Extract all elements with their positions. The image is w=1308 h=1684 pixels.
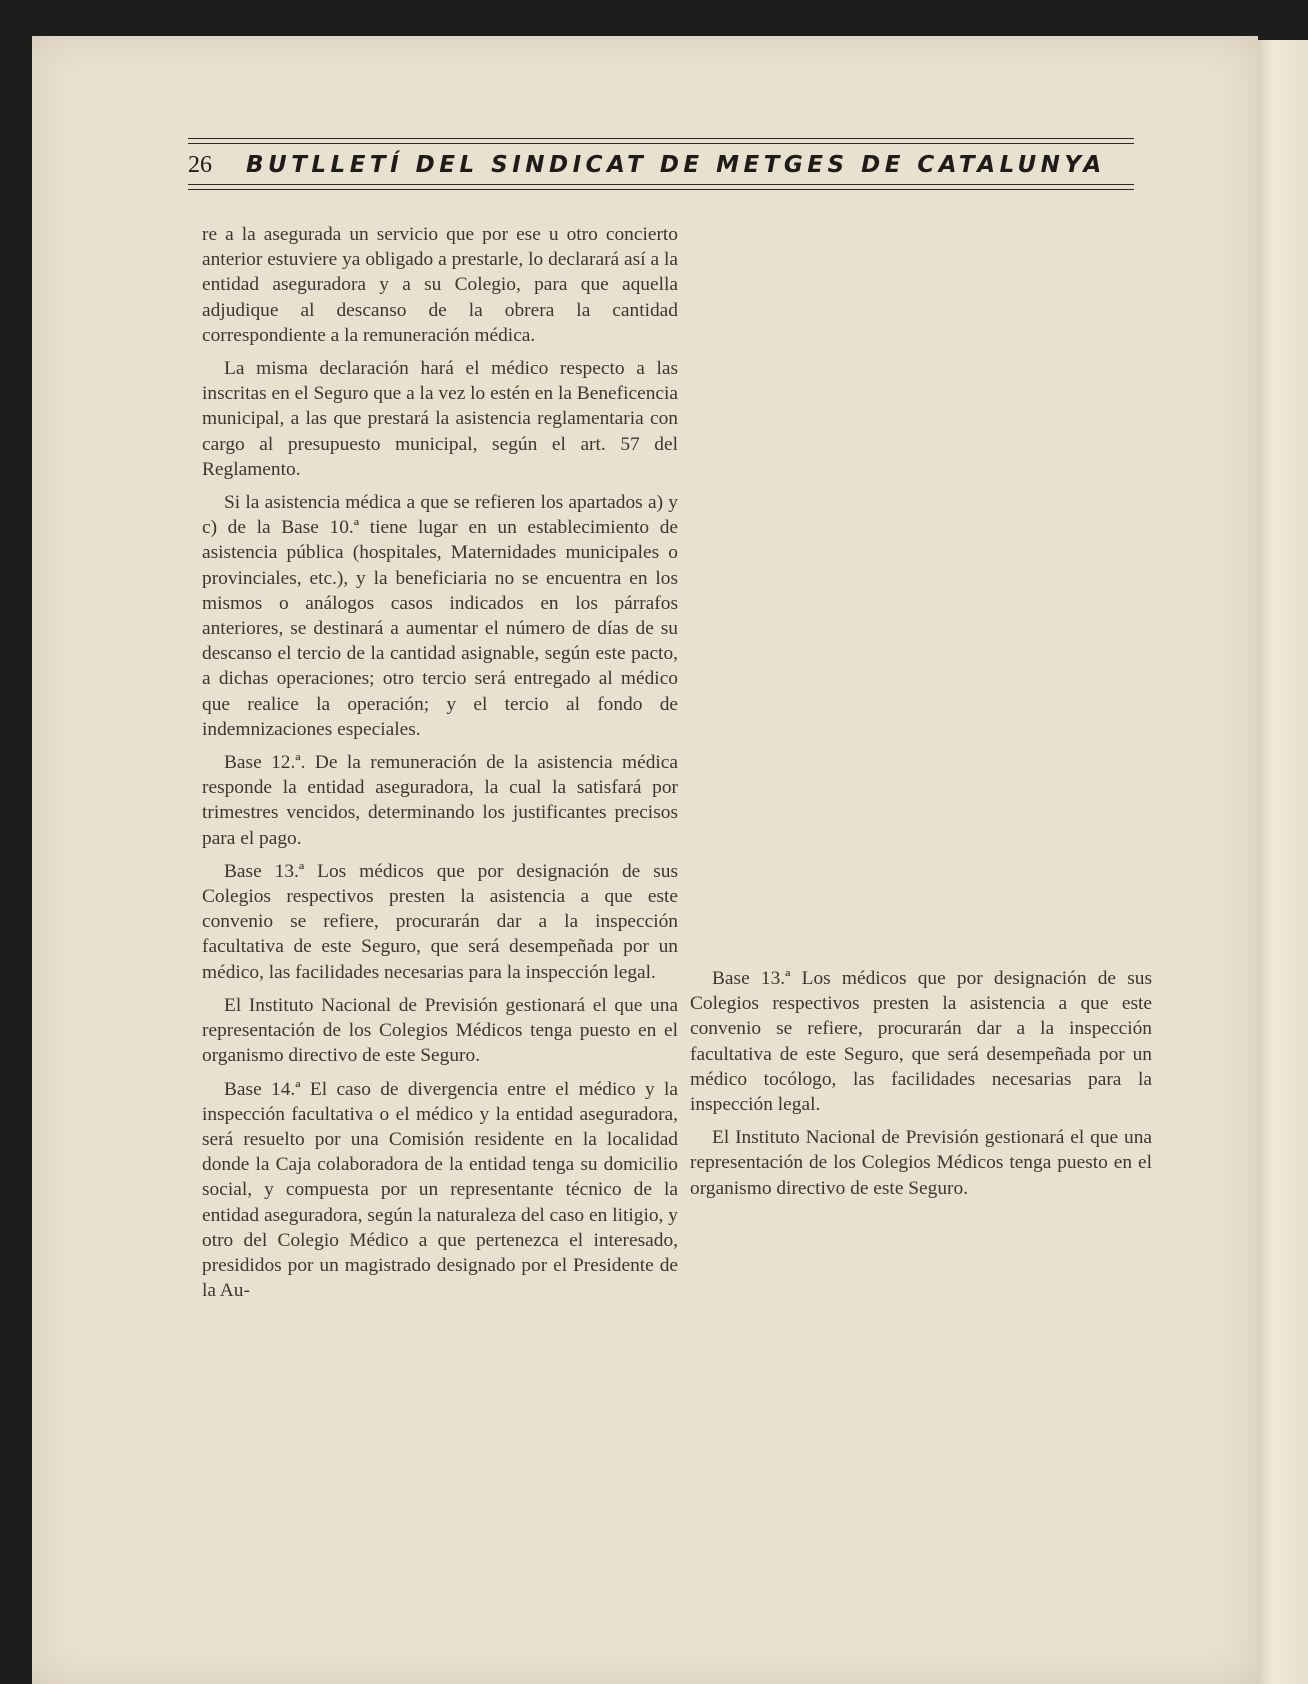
paragraph: La misma declaración hará el médico respecto a las inscritas en el Seguro que a la vez lo estén en la Beneficencia municipal, a las que prestará la asistencia reglamentaria con cargo al presupuesto municipal, según el art. 57 del Reglamento. (202, 358, 678, 480)
paragraph: El Instituto Nacional de Previsión gestionará el que una representación de los Colegios Médicos tenga puesto en el organismo directivo de este Seguro. (690, 1127, 1152, 1199)
paragraph: Base 13.ª Los médicos que por designación de sus Colegios respectivos presten la asistencia a que este convenio se refiere, procurarán dar a la inspección facultativa de este Seguro, que será desempeñada por un médico tocólogo, las facilidades necesarias para la inspección legal. (690, 968, 1152, 1116)
paragraph: re a la asegurada un servicio que por ese u otro concierto anterior estuviere ya obligado a prestarle, lo declarará así a la entidad aseguradora y a su Colegio, para que aquella adjudique al descanso de la obrera la cantidad correspondiente a la remuneración médica. (202, 224, 678, 346)
header-top-rule (188, 138, 1134, 139)
paragraph: Base 14.ª El caso de divergencia entre el médico y la inspección facultativa o el médico y la entidad aseguradora, será resuelto por una Comisión residente en la localidad donde la Caja colaboradora de la entidad tenga su domicilio social, y compuesta por un representante técnico de la entidad aseguradora, según la naturaleza del caso en litigio, y otro del Colegio Médico a que pertenezca el interesado, presididos por un magistrado designado por el Presidente de la Au- (202, 1078, 678, 1302)
running-header (188, 102, 1134, 194)
paragraph: Base 13.ª Los médicos que por designación de sus Colegios respectivos presten la asistencia a que este convenio se refiere, procurarán dar a la inspección facultativa de este Seguro, que será desempeñada por un médico, las facilidades necesarias para la inspección legal. (202, 860, 678, 983)
header-line (188, 150, 1134, 180)
paragraph: Si la asistencia médica a que se refieren los apartados a) y c) de la Base 10.ª tiene lugar en un establecimiento de asistencia pública (hospitales, Maternidades municipales o provinciales, etc.), y la beneficiaria no se encuentra en los mismos o análogos casos indicados en los párrafos anteriores, se destinará a aumentar el número de días de su descanso el tercio de la cantidad asignable, según este pacto, a dichas operaciones; otro tercio será entregado al médico que realice la operación; y el tercio al fondo de indemnizaciones especiales. (202, 492, 678, 740)
facing-page-edge (1258, 40, 1308, 1684)
paragraph: Base 12.ª. De la remuneración de la asistencia médica responde la entidad aseguradora, la cual la satisfará por trimestres vencidos, determinando los justificantes precisos para el pago. (202, 752, 678, 849)
header-bottom-rule-double (188, 189, 1134, 190)
journal-title: BUTLLETÍ DEL SINDICAT DE METGES DE CATALUNYA (246, 152, 1106, 178)
right-text-column (690, 966, 1152, 1209)
header-bottom-rule (188, 184, 1134, 185)
page-number: 26 (188, 151, 212, 178)
paragraph: El Instituto Nacional de Previsión gestionará el que una representación de los Colegios Médicos tenga puesto en el organismo directivo de este Seguro. (202, 994, 678, 1067)
left-text-column (202, 222, 678, 1311)
header-top-rule-double (188, 143, 1134, 144)
